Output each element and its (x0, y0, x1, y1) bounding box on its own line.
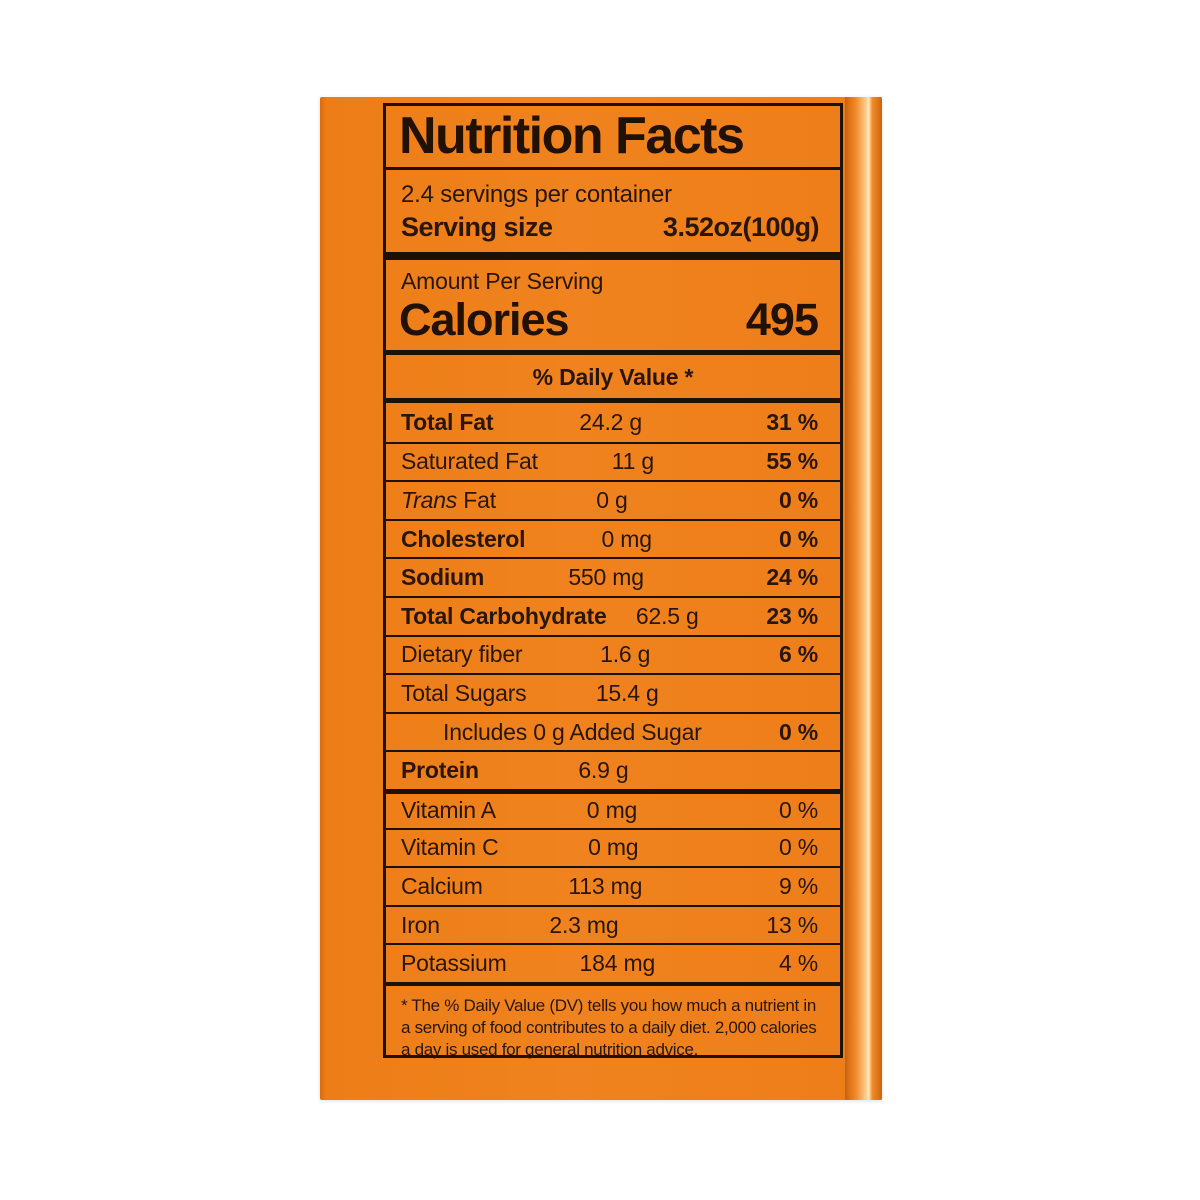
nutrient-amount: 0 mg (601, 525, 652, 552)
serving-size-label: Serving size (401, 212, 553, 242)
nutrient-amount: 11 g (611, 448, 655, 475)
nutrient-row (386, 403, 840, 442)
nutrient-row (386, 596, 840, 635)
nutrient-amount: 1.6 g (600, 641, 651, 668)
nutrient-name: Dietary fiber (401, 641, 523, 668)
nutrient-amount: 0 mg (586, 797, 638, 824)
nutrient-percent: 13 % (766, 911, 818, 938)
nutrient-percent: 0 % (778, 486, 818, 513)
serving-info-section (386, 170, 840, 252)
nutrient-percent: 9 % (778, 872, 818, 899)
servings-per-container: 2.4 servings per container (401, 181, 672, 208)
nutrient-amount: 24.2 g (579, 408, 643, 435)
nutrient-row (386, 828, 840, 867)
calories-line (386, 294, 840, 350)
product-package (320, 97, 882, 1100)
nutrition-facts-label (383, 103, 843, 1058)
nutrient-name: Iron (401, 911, 440, 938)
nutrient-percent: 23 % (766, 602, 818, 629)
thick-divider (386, 252, 840, 260)
daily-value-header: % Daily Value * (532, 364, 694, 390)
nutrient-percent: 0 % (778, 718, 818, 745)
nutrient-percent: 4 % (778, 950, 818, 977)
nutrient-name: Saturated Fat (401, 448, 538, 475)
label-title: Nutrition Facts (386, 106, 840, 170)
nutrient-percent: 0 % (778, 797, 818, 824)
nutrient-row (386, 480, 840, 519)
nutrient-name: Protein (401, 757, 479, 784)
nutrient-amount: 6.9 g (578, 757, 629, 784)
nutrient-amount: 0 mg (588, 834, 639, 861)
nutrient-amount: 15.4 g (595, 679, 659, 706)
calories-value: 495 (745, 294, 818, 345)
nutrient-name: Total Sugars (401, 679, 527, 706)
nutrient-amount: 184 mg (579, 950, 656, 977)
nutrient-row (386, 712, 840, 751)
nutrient-percent: 6 % (778, 641, 818, 668)
nutrient-name: Calcium (401, 872, 483, 899)
nutrient-name: Total Carbohydrate (401, 602, 607, 629)
nutrient-name: Cholesterol (401, 525, 526, 552)
nutrient-name: Vitamin A (401, 797, 496, 824)
nutrient-name: Trans Fat (401, 486, 496, 513)
nutrient-row (386, 866, 840, 905)
nutrient-row (386, 789, 840, 828)
nutrient-name: Includes 0 g Added Sugar (443, 718, 702, 745)
nutrient-percent: 31 % (766, 408, 818, 435)
nutrient-amount: 550 mg (568, 564, 644, 591)
nutrient-row (386, 943, 840, 982)
calories-label: Calories (399, 294, 569, 345)
nutrient-rows (386, 403, 840, 982)
nutrient-percent: 0 % (778, 834, 818, 861)
package-fold-edge (845, 97, 882, 1100)
nutrient-amount: 62.5 g (635, 602, 699, 629)
nutrient-row (386, 635, 840, 674)
daily-value-footnote: * The % Daily Value (DV) tells you how much a nutrient in a serving of food contributes to a daily diet. 2,000 calories a day is used for general nutrition advice. (386, 982, 840, 1061)
nutrient-amount: 113 mg (568, 872, 643, 899)
amount-per-serving: Amount Per Serving (401, 268, 604, 294)
serving-size-line (401, 212, 819, 243)
nutrient-row (386, 905, 840, 944)
nutrient-name: Total Fat (401, 408, 494, 435)
nutrient-name: Sodium (401, 564, 485, 591)
serving-size-value: 3.52oz(100g) (662, 212, 819, 242)
nutrient-name: Potassium (401, 950, 507, 977)
nutrient-amount: 2.3 mg (549, 911, 619, 938)
nutrient-row (386, 673, 840, 712)
nutrient-row (386, 750, 840, 789)
nutrient-percent: 55 % (766, 448, 818, 475)
nutrient-row (386, 557, 840, 596)
nutrient-name: Vitamin C (401, 834, 499, 861)
nutrient-amount: 0 g (596, 486, 628, 513)
nutrient-percent: 0 % (778, 525, 818, 552)
nutrient-row (386, 442, 840, 481)
nutrient-percent: 24 % (766, 564, 818, 591)
nutrient-row (386, 519, 840, 558)
